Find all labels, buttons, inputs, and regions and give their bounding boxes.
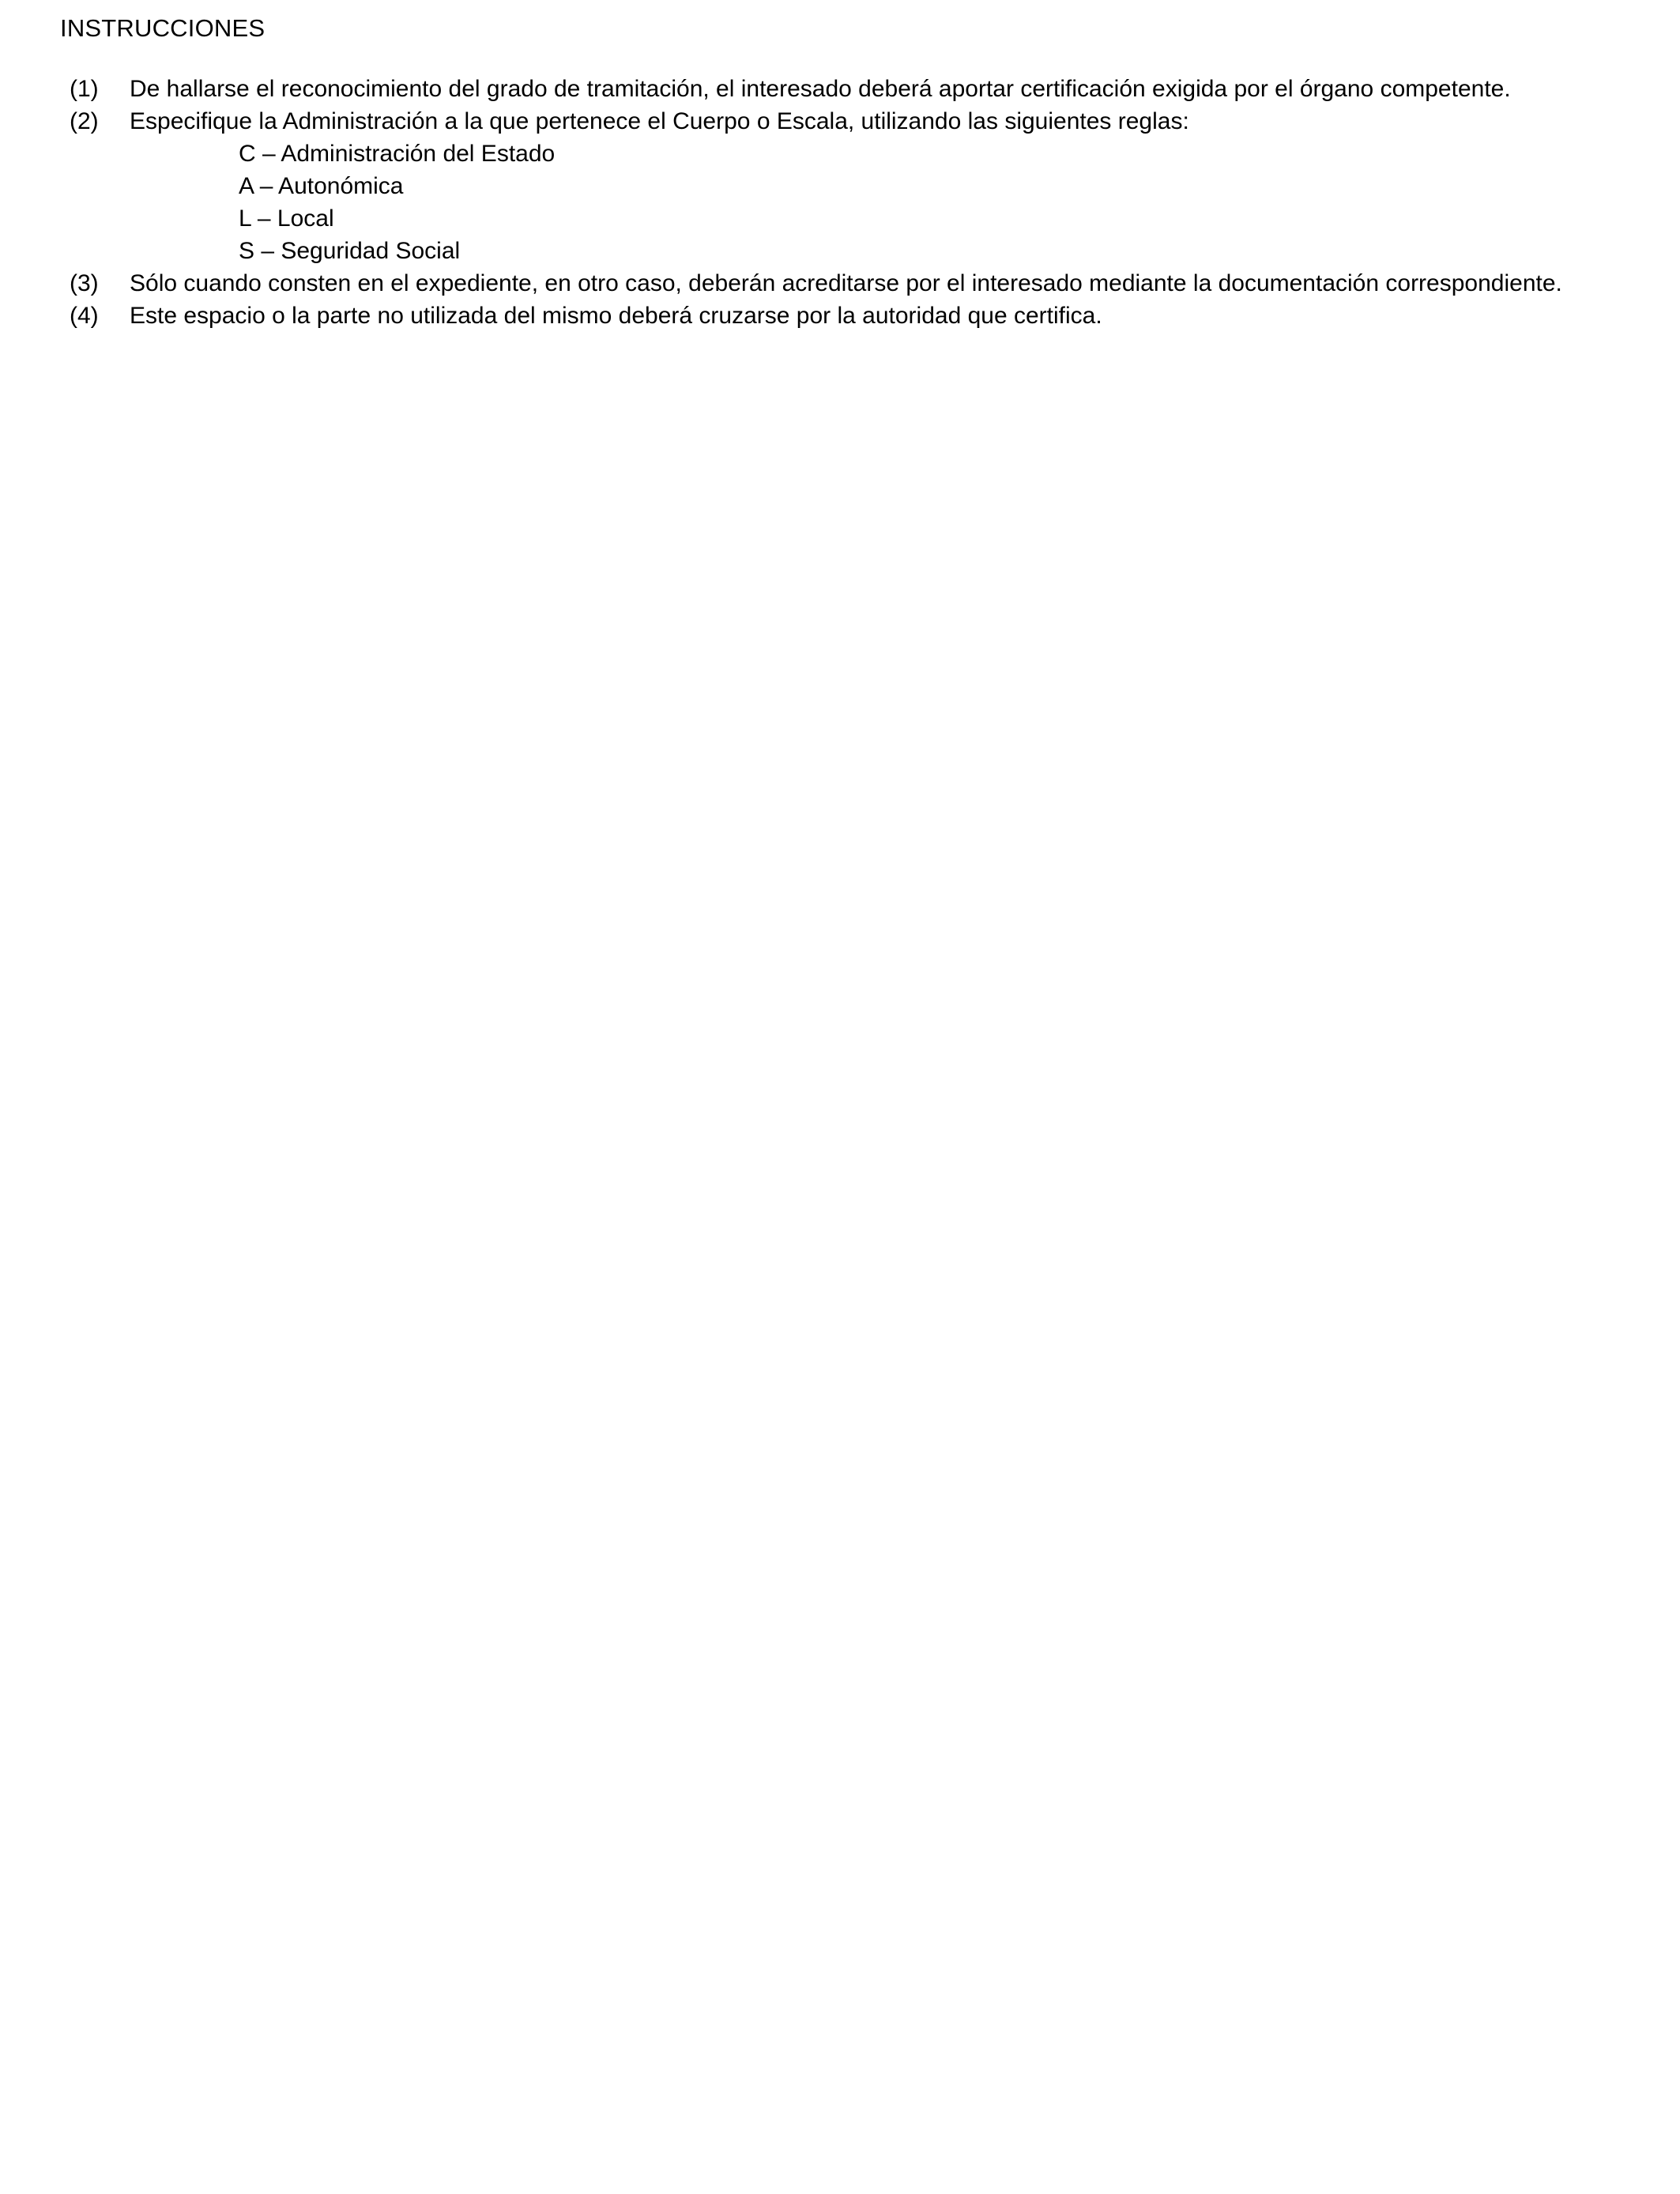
instruction-item-2 — [70, 105, 1562, 267]
instruction-item-1 — [70, 73, 1562, 105]
instructions-list — [70, 73, 1562, 332]
rule-seguridad-social: S – Seguridad Social — [239, 238, 461, 264]
instruction-text: Especifique la Administración a la que pertenece el Cuerpo o Escala, utilizando las siguientes reglas: — [130, 108, 1189, 134]
instructions-heading: INSTRUCCIONES — [60, 14, 266, 42]
instruction-text: De hallarse el reconocimiento del grado de tramitación, el interesado deberá aportar certificación exigida por el órgano competente. — [130, 76, 1511, 102]
instruction-item-3 — [70, 267, 1562, 300]
rule-estado: C – Administración del Estado — [239, 141, 556, 167]
rule-autonomica: A – Autonómica — [239, 173, 404, 199]
instruction-text: Este espacio o la parte no utilizada del mismo deberá cruzarse por la autoridad que certifica. — [130, 303, 1102, 329]
instruction-number: (4) — [70, 303, 99, 329]
instruction-number: (2) — [70, 108, 99, 134]
instruction-text: Sólo cuando consten en el expediente, en otro caso, deberán acreditarse por el interesado mediante la documentación correspondiente. — [130, 270, 1562, 296]
administration-rules-list — [70, 138, 1562, 267]
instruction-number: (1) — [70, 76, 99, 102]
instruction-number: (3) — [70, 270, 99, 296]
rule-local: L – Local — [239, 205, 334, 232]
instruction-item-4 — [70, 300, 1562, 332]
